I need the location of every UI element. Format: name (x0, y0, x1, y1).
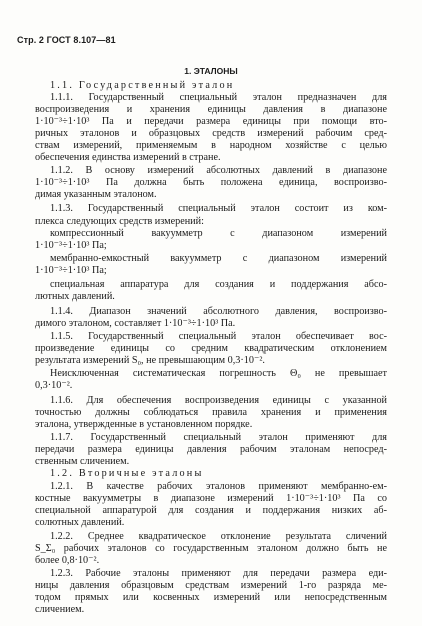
page-header: Стр. 2 ГОСТ 8.107—81 (17, 35, 116, 45)
text-line: 1.1.7. Государственный специальный эталон применяют для (50, 432, 387, 444)
text-line: 1·10⁻³÷1·10³ Па; (35, 264, 107, 276)
document-body (35, 80, 387, 616)
text-line: 1.1.6. Для обеспечения воспроизведения единицы с указанной (50, 395, 387, 407)
paragraph-1-2-3 (35, 568, 387, 616)
list-item-special-apparatus (35, 279, 387, 303)
text-line: результата измерений S₀, не превышающим 0,3·10⁻². (35, 355, 265, 367)
text-line: 0,3·10⁻². (35, 380, 73, 392)
text-line: S_Σ₀ рабочих эталонов со государственным эталоном должно быть не (35, 542, 387, 554)
text-line: димая указанным эталоном. (35, 189, 157, 201)
list-item-capacitance-vacuum-gauge (35, 253, 387, 277)
text-line: сличением. (35, 603, 85, 615)
text-line: тодом прямых или косвенных измерений или непосредственным (35, 591, 387, 603)
text-line: ницы давления образцовым средствам измерений 1-го разряда ме- (35, 579, 387, 591)
paragraph-1-1-6 (35, 395, 387, 431)
paragraph-1-1-3 (35, 203, 387, 227)
text-line: компрессионный вакуумметр с диапазоном измерений (50, 227, 387, 239)
text-line: 1.2.3. Рабочие эталоны применяют для передачи размера еди- (50, 567, 387, 579)
text-line: солютных давлений. (35, 516, 125, 528)
text-line: ствам измерений, применяемым в народном хозяйстве с целью (35, 140, 387, 152)
text-line: ричных эталонов и образцовых средств измерений рабочим сред- (35, 128, 387, 140)
text-line: произведение единицы со средним квадратическим отклонением (35, 342, 387, 354)
paragraph-1-1-1 (35, 92, 387, 164)
text-line: 1.1.5. Государственный специальный эталон обеспечивает вос- (50, 330, 387, 342)
text-line: плекса следующих средств измерений: (35, 215, 204, 227)
list-item-compression-vacuum-gauge (35, 228, 387, 252)
text-line: обеспечения единства измерений в стране. (35, 152, 221, 164)
text-line: точностью должны соблюдаться правила хранения и применения (35, 407, 387, 419)
paragraph-1-2-2 (35, 531, 387, 567)
text-line: более 0,8·10⁻². (35, 554, 100, 566)
section-title: 1. ЭТАЛОНЫ (184, 66, 238, 76)
text-line: 1.2.2. Среднее квадратическое отклонение результата сличений (50, 530, 387, 542)
text-line: 1·10⁻³÷1·10³ Па и передачи размера единицы при помощи вто- (35, 116, 387, 128)
text-line: мембранно-емкостный вакуумметр с диапазоном измерений (50, 252, 387, 264)
text-line: димого эталоном, составляет 1·10⁻³÷1·10³ Па. (35, 317, 236, 329)
paragraph-systematic-error (35, 368, 387, 392)
text-line: лютных давлений. (35, 290, 115, 302)
text-line: 1.1.1. Государственный специальный эталон предназначен для (50, 92, 387, 104)
text-line: 1·10⁻³÷1·10³ Па; (35, 239, 107, 251)
text-line: 1.1.4. Диапазон значений абсолютного давления, воспроизво- (50, 305, 387, 317)
text-line: воспроизведения и хранения единицы давления в диапазоне (35, 104, 387, 116)
text-line: костные вакуумметры в диапазоне измерений 1·10⁻³÷1·10³ Па со (35, 492, 387, 504)
text-line: 1.2.1. В качестве рабочих эталонов применяют мембранно-ем- (50, 480, 387, 492)
text-line: специальная аппаратура для создания и поддержания абсо- (50, 278, 387, 290)
paragraph-1-2-1 (35, 481, 387, 529)
text-line: 1·10⁻³÷1·10³ Па должна быть положена единица, воспроизво- (35, 177, 387, 189)
paragraph-1-1-2 (35, 165, 387, 201)
text-line: эталона, утвержденные в установленном порядке. (35, 419, 253, 431)
text-line: 1.1.2. В основу измерений абсолютных давлений в диапазоне (50, 165, 387, 177)
paragraph-1-1-7 (35, 432, 387, 468)
text-line: передачи размера единицы давления рабочим эталонам непосред- (35, 444, 387, 456)
text-line: Неисключенная систематическая погрешность Θ₀ не превышает (50, 368, 387, 380)
subsection-heading-1-2: 1.2. Вторичные эталоны (50, 468, 204, 480)
text-line: 1.1.3. Государственный специальный эталон состоит из ком- (50, 203, 387, 215)
paragraph-1-1-4 (35, 306, 387, 330)
paragraph-1-1-5 (35, 331, 387, 367)
text-line: специальной аппаратурой для создания и поддержания низких аб- (35, 504, 387, 516)
subsection-heading-1-1: 1.1. Государственный эталон (50, 80, 235, 91)
text-line: ственным сличением. (35, 456, 130, 468)
